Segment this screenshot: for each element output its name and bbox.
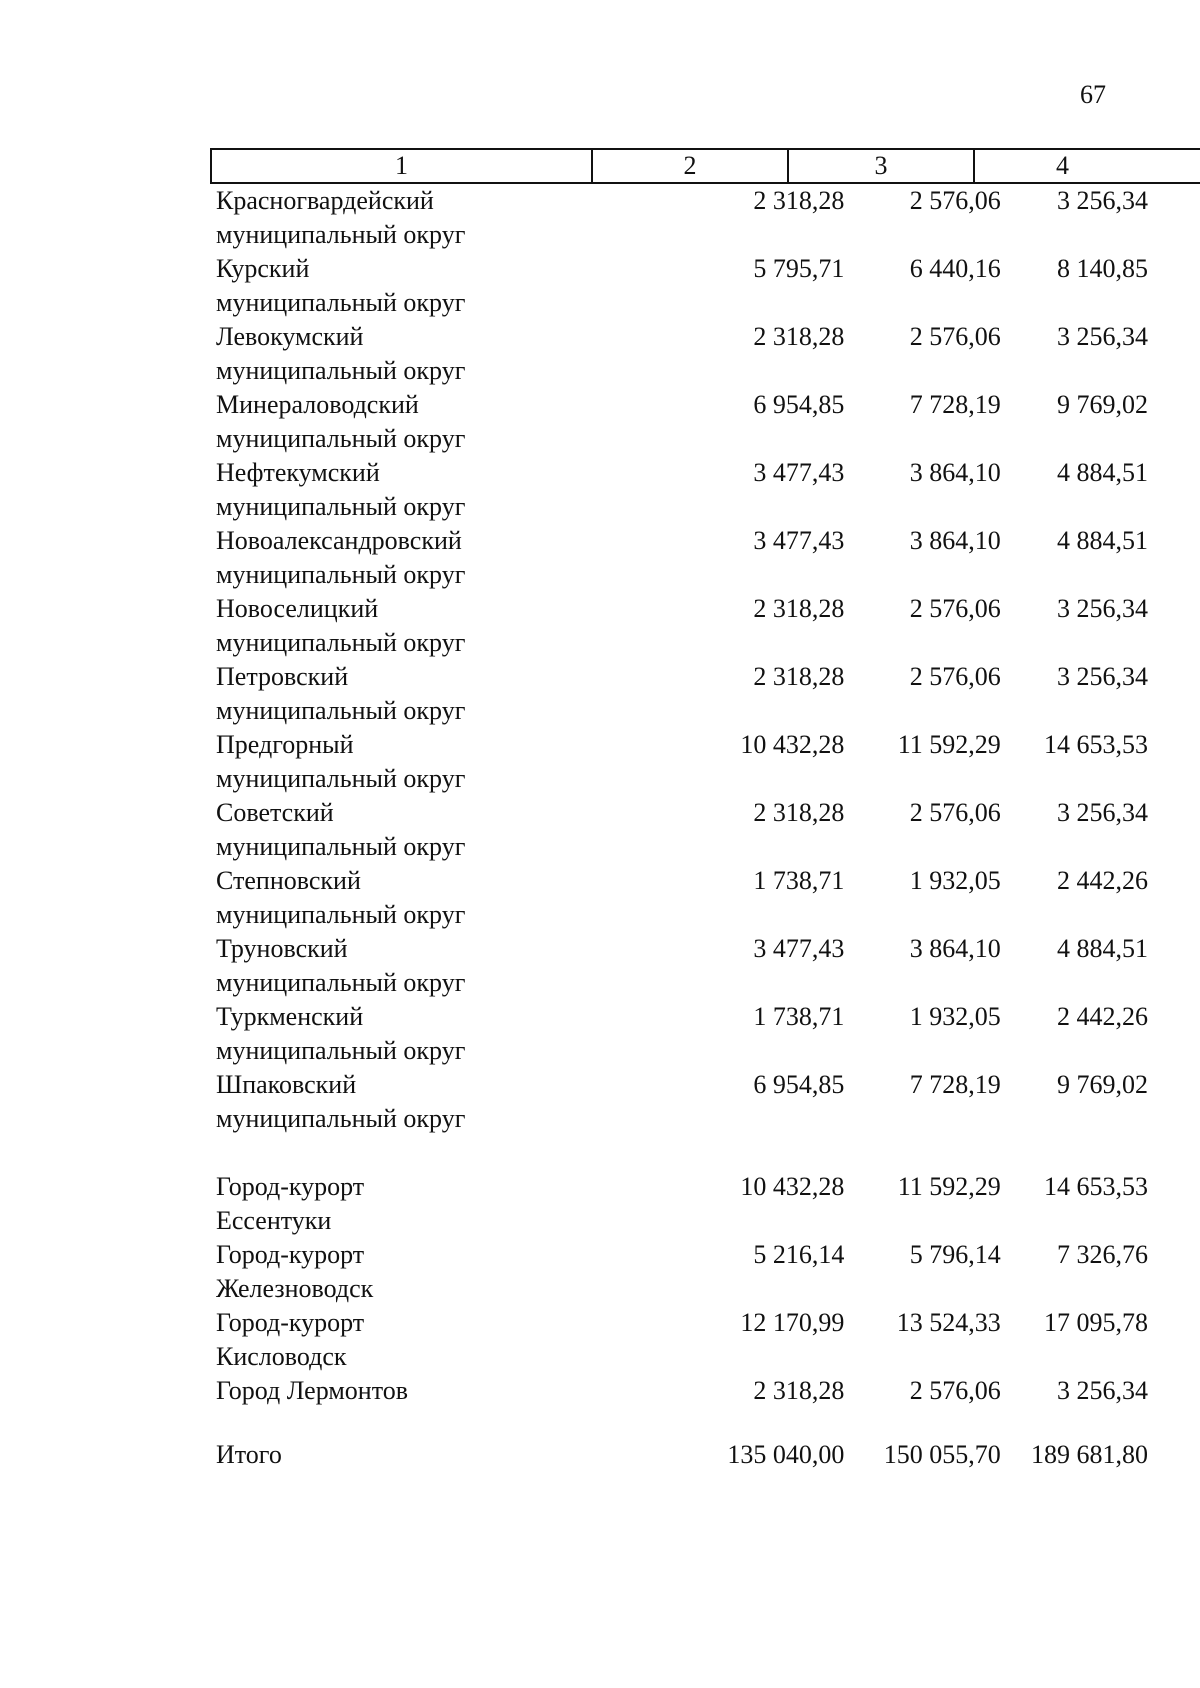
- table-body: [216, 184, 1148, 1472]
- table-row: [216, 932, 1148, 1000]
- row-name-suffix: Ессентуки: [216, 1206, 332, 1235]
- row-name: Минераловодский: [216, 390, 419, 419]
- row-name-suffix: муниципальный округ: [216, 492, 466, 521]
- cell-col2: 5 795,71: [753, 254, 845, 283]
- cell-col2: 2 318,28: [753, 594, 845, 623]
- table-row: [216, 592, 1148, 660]
- cell-col2: 2 318,28: [753, 322, 845, 351]
- table-row: [216, 728, 1148, 796]
- cell-col2: 2 318,28: [753, 1376, 845, 1405]
- row-name-suffix: муниципальный округ: [216, 288, 466, 317]
- cell-col2: 6 954,85: [753, 390, 845, 419]
- row-name: Предгорный: [216, 730, 354, 759]
- row-name: Город Лермонтов: [216, 1376, 408, 1405]
- row-name: Левокумский: [216, 322, 364, 351]
- table-row: [216, 252, 1148, 320]
- cell-col2: 2 318,28: [753, 798, 845, 827]
- row-name: Туркменский: [216, 1002, 364, 1031]
- cell-col2: 10 432,28: [740, 1172, 845, 1201]
- cell-col2: 1 738,71: [753, 866, 845, 895]
- column-header-4: 4: [1056, 151, 1069, 180]
- row-name: Красногвардейский: [216, 186, 434, 215]
- total-row: [216, 1438, 1148, 1472]
- row-name-suffix: муниципальный округ: [216, 696, 466, 725]
- cell-col2: 3 477,43: [753, 934, 845, 963]
- row-name: Курский: [216, 254, 310, 283]
- table-row: [216, 320, 1148, 388]
- total-col2: 135 040,00: [727, 1440, 845, 1469]
- row-name-suffix: муниципальный округ: [216, 356, 466, 385]
- table-row: [216, 1000, 1148, 1068]
- table-row: [216, 1306, 1148, 1374]
- column-header-3: 3: [789, 150, 975, 182]
- cell-col4: 9 769,02: [1057, 390, 1148, 419]
- table-row: [216, 388, 1148, 456]
- cell-col4: 3 256,34: [1057, 1376, 1148, 1405]
- cell-col2: 12 170,99: [740, 1308, 845, 1337]
- row-name-suffix: муниципальный округ: [216, 1104, 466, 1133]
- cell-col2: 2 318,28: [753, 186, 845, 215]
- cell-col4: 7 326,76: [1057, 1240, 1148, 1269]
- cell-col3: 13 524,33: [896, 1308, 1001, 1337]
- cell-col4: 3 256,34: [1057, 322, 1148, 351]
- cell-col4: 14 653,53: [1044, 1172, 1148, 1201]
- cell-col2: 2 318,28: [753, 662, 845, 691]
- column-header-1: 1: [212, 150, 593, 182]
- cell-col3: 1 932,05: [909, 866, 1001, 895]
- cell-col2: 6 954,85: [753, 1070, 845, 1099]
- table-row: [216, 184, 1148, 252]
- row-name: Новоселицкий: [216, 594, 379, 623]
- row-name-suffix: муниципальный округ: [216, 1036, 466, 1065]
- cell-col3: 2 576,06: [909, 798, 1001, 827]
- table-row: [216, 1374, 1148, 1408]
- row-name-suffix: Железноводск: [216, 1274, 374, 1303]
- cell-col2: 3 477,43: [753, 526, 845, 555]
- row-name-suffix: муниципальный округ: [216, 764, 466, 793]
- table-row: [216, 660, 1148, 728]
- cell-col2: 3 477,43: [753, 458, 845, 487]
- table-row: [216, 1068, 1148, 1136]
- cell-col4: 8 140,85: [1057, 254, 1148, 283]
- table-row: [216, 864, 1148, 932]
- column-header-2: 2: [593, 150, 789, 182]
- cell-col3: 2 576,06: [909, 594, 1001, 623]
- row-name: Труновский: [216, 934, 348, 963]
- cell-col3: 11 592,29: [897, 730, 1001, 759]
- cell-col3: 2 576,06: [909, 662, 1001, 691]
- cell-col3: 1 932,05: [909, 1002, 1001, 1031]
- cell-col2: 10 432,28: [740, 730, 845, 759]
- cell-col3: 2 576,06: [909, 1376, 1001, 1405]
- row-name: Шпаковский: [216, 1070, 357, 1099]
- cell-col3: 2 576,06: [909, 186, 1001, 215]
- row-name: Степновский: [216, 866, 361, 895]
- cell-col3: 6 440,16: [909, 254, 1001, 283]
- row-name-suffix: муниципальный округ: [216, 832, 466, 861]
- cell-col2: 1 738,71: [753, 1002, 845, 1031]
- cell-col4: 4 884,51: [1057, 526, 1148, 555]
- row-name-suffix: муниципальный округ: [216, 424, 466, 453]
- row-name: Город-курорт: [216, 1308, 365, 1337]
- cell-col3: 3 864,10: [909, 934, 1001, 963]
- cell-col4: 3 256,34: [1057, 594, 1148, 623]
- row-name-suffix: муниципальный округ: [216, 560, 466, 589]
- row-name-suffix: муниципальный округ: [216, 968, 466, 997]
- cell-col4: 14 653,53: [1044, 730, 1148, 759]
- cell-col4: 17 095,78: [1044, 1308, 1148, 1337]
- row-name: Город-курорт: [216, 1240, 365, 1269]
- cell-col3: 3 864,10: [909, 458, 1001, 487]
- table-row: [216, 1170, 1148, 1238]
- total-label: Итого: [216, 1440, 282, 1469]
- table-row: [216, 1238, 1148, 1306]
- cell-col3: 3 864,10: [909, 526, 1001, 555]
- row-name: Советский: [216, 798, 334, 827]
- cell-col4: 4 884,51: [1057, 458, 1148, 487]
- table-row: [216, 456, 1148, 524]
- cell-col3: 7 728,19: [909, 390, 1001, 419]
- cell-col4: 2 442,26: [1057, 866, 1148, 895]
- table-row: [216, 796, 1148, 864]
- row-name-suffix: муниципальный округ: [216, 220, 466, 249]
- cell-col2: 5 216,14: [753, 1240, 845, 1269]
- column-header-row: [210, 148, 1200, 184]
- cell-col3: 11 592,29: [897, 1172, 1001, 1201]
- cell-col4: 3 256,34: [1057, 186, 1148, 215]
- cell-col4: 3 256,34: [1057, 662, 1148, 691]
- row-name: Город-курорт: [216, 1172, 365, 1201]
- cell-col3: 5 796,14: [909, 1240, 1001, 1269]
- row-name-suffix: муниципальный округ: [216, 900, 466, 929]
- cell-col3: 2 576,06: [909, 322, 1001, 351]
- row-name: Петровский: [216, 662, 349, 691]
- cell-col4: 2 442,26: [1057, 1002, 1148, 1031]
- table-row: [216, 524, 1148, 592]
- row-name-suffix: Кисловодск: [216, 1342, 347, 1371]
- cell-col4: 3 256,34: [1057, 798, 1148, 827]
- row-name-suffix: муниципальный округ: [216, 628, 466, 657]
- row-name: Нефтекумский: [216, 458, 380, 487]
- total-col4: 189 681,80: [1031, 1440, 1148, 1469]
- row-name: Новоалександровский: [216, 526, 462, 555]
- cell-col4: 9 769,02: [1057, 1070, 1148, 1099]
- page-number: 67: [1080, 80, 1106, 109]
- total-col3: 150 055,70: [883, 1440, 1001, 1469]
- cell-col3: 7 728,19: [909, 1070, 1001, 1099]
- cell-col4: 4 884,51: [1057, 934, 1148, 963]
